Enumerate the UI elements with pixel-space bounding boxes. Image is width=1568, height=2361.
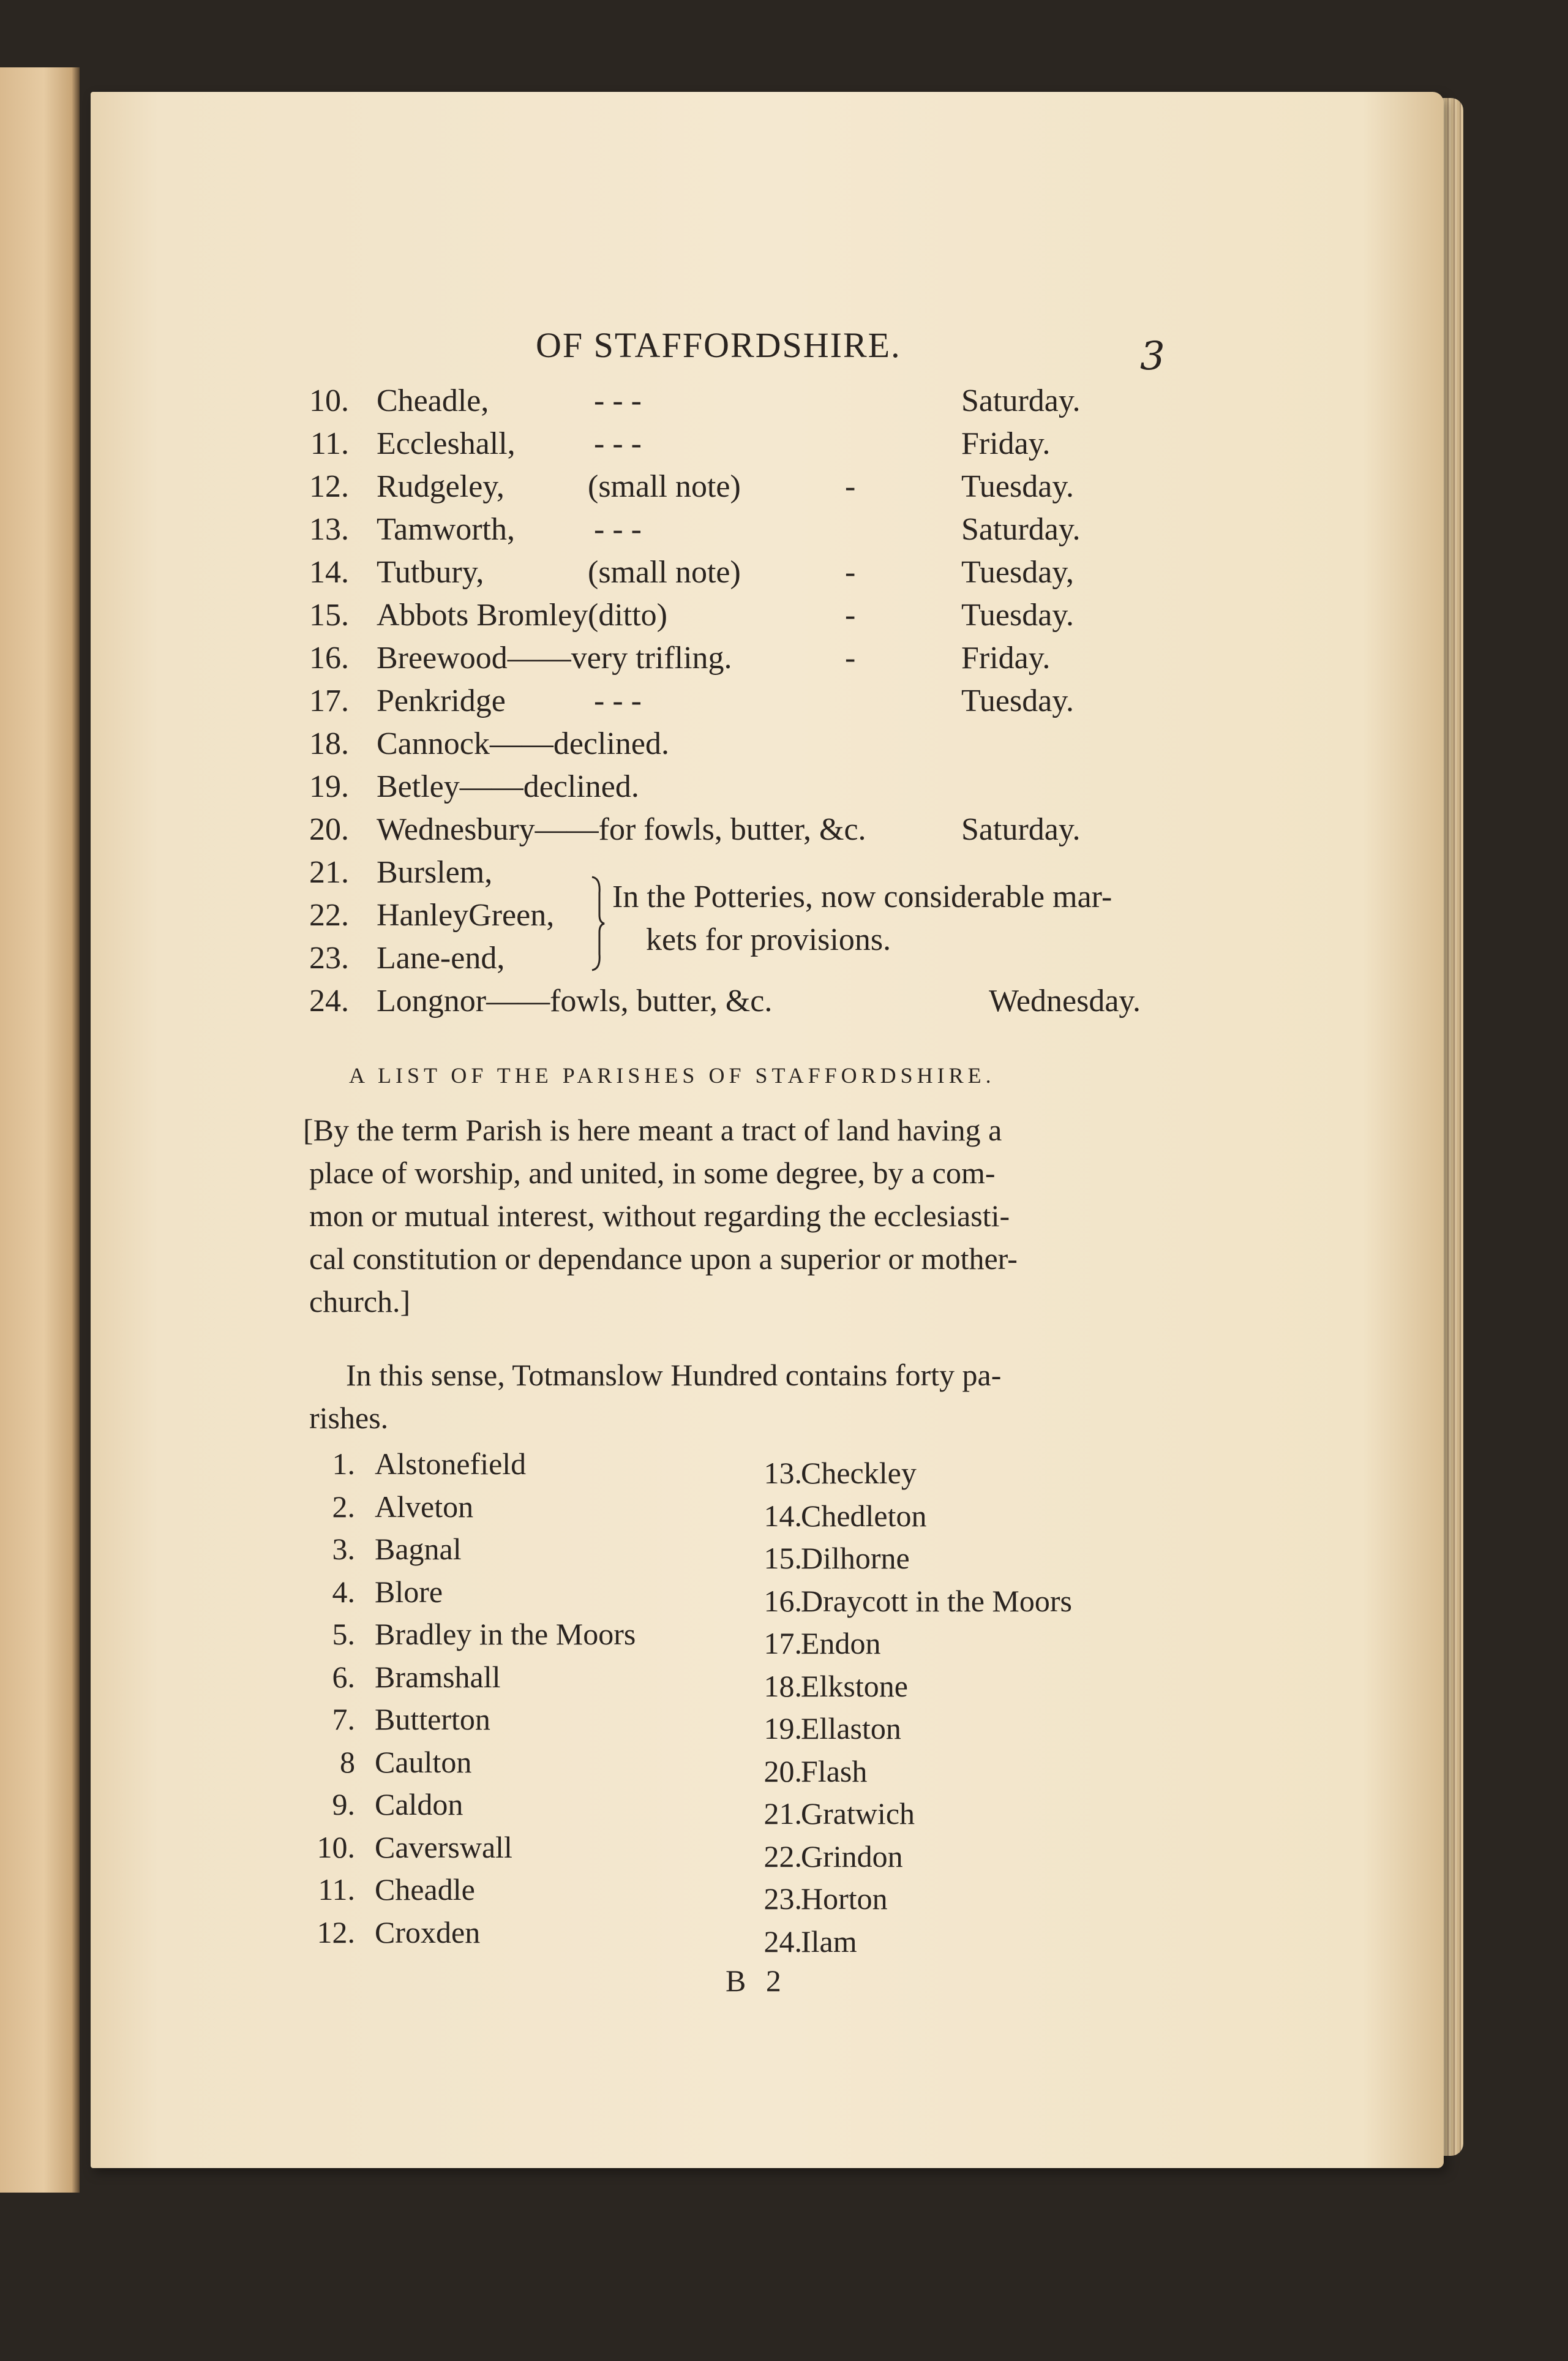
parish-number: 4. — [332, 1574, 355, 1609]
market-number: 23. — [309, 941, 349, 976]
market-town: Penkridge — [377, 683, 506, 718]
market-note: (ditto) — [588, 598, 667, 633]
market-leader-dashes: - — [845, 555, 856, 590]
market-row — [300, 380, 1169, 423]
parish-number: 2. — [332, 1489, 355, 1524]
definition-line: cal constitution or dependance upon a superior or mother- — [309, 1241, 1018, 1276]
parish-item — [0, 1835, 1568, 1878]
definition-line: place of worship, and united, in some degree, by a com- — [309, 1156, 996, 1190]
market-row — [300, 680, 1169, 723]
market-number: 17. — [309, 683, 349, 718]
market-leader-dashes: - - - — [594, 426, 642, 461]
parish-name: Grindon — [801, 1839, 903, 1873]
parish-number: 3. — [332, 1532, 355, 1566]
parish-name: Croxden — [375, 1915, 481, 1949]
market-leader-dashes: - — [845, 598, 856, 633]
market-row — [300, 508, 1169, 551]
parish-number: 21. — [763, 1796, 802, 1831]
market-town: Tutbury, — [377, 555, 484, 590]
parish-item — [0, 1792, 1568, 1835]
market-day: Friday. — [961, 641, 1051, 676]
market-row — [300, 980, 1169, 1023]
section-heading: A LIST OF THE PARISHES OF STAFFORDSHIRE. — [349, 1063, 996, 1088]
parish-item — [0, 1580, 1568, 1622]
market-town: Eccleshall, — [377, 426, 516, 461]
parish-number: 9. — [332, 1787, 355, 1821]
market-leader-dashes: - - - — [594, 683, 642, 718]
market-town: Breewood——very trifling. — [377, 641, 732, 676]
parish-number: 23. — [763, 1881, 802, 1916]
parish-name: Elkstone — [801, 1668, 908, 1703]
market-row — [300, 723, 1169, 766]
potteries-note-line-1: In the Potteries, now considerable mar- — [612, 879, 1112, 914]
parish-number: 11. — [318, 1872, 355, 1907]
parish-number: 6. — [332, 1659, 355, 1694]
parish-name: Checkley — [801, 1456, 917, 1490]
page-number: 3 — [1140, 334, 1165, 379]
signature-mark: B 2 — [726, 1964, 787, 1998]
parish-number: 19. — [763, 1711, 802, 1745]
market-number: 10. — [309, 383, 349, 418]
market-row — [300, 766, 1169, 808]
parish-name: Bradley in the Moors — [375, 1617, 636, 1651]
parish-item — [0, 1622, 1568, 1665]
parish-number: 10. — [317, 1829, 355, 1864]
market-town: Cheadle, — [377, 383, 489, 418]
parish-name: Caldon — [375, 1787, 463, 1821]
parish-name: Alstonefield — [375, 1447, 527, 1481]
parish-name: Blore — [375, 1574, 443, 1609]
market-note: (small note) — [588, 469, 741, 504]
parish-name: Caverswall — [375, 1829, 512, 1864]
potteries-note-line-2: kets for provisions. — [646, 922, 891, 957]
parish-number: 7. — [332, 1702, 355, 1736]
parish-name: Chedleton — [801, 1498, 927, 1533]
parish-item — [0, 1537, 1568, 1580]
parish-name: Ellaston — [801, 1711, 901, 1745]
market-day: Tuesday. — [961, 683, 1074, 718]
market-number: 12. — [309, 469, 349, 504]
market-number: 18. — [309, 726, 349, 761]
market-day: Saturday. — [961, 512, 1081, 547]
parish-name: Bramshall — [375, 1659, 501, 1694]
market-town: Tamworth, — [377, 512, 515, 547]
definition-line: mon or mutual interest, without regarding the ecclesiasti- — [309, 1199, 1010, 1233]
market-row — [300, 551, 1169, 594]
market-leader-dashes: - - - — [594, 383, 642, 418]
market-leader-dashes: - — [845, 469, 856, 504]
market-leader-dashes: - — [845, 641, 856, 676]
brace-icon — [591, 875, 606, 973]
intro-line: In this sense, Totmanslow Hundred contains forty pa- — [346, 1358, 1002, 1392]
market-note: (small note) — [588, 555, 741, 590]
market-number: 11. — [310, 426, 349, 461]
market-day: Tuesday. — [961, 598, 1074, 633]
parish-name: Cheadle — [375, 1872, 475, 1907]
market-row — [300, 637, 1169, 680]
market-row — [300, 594, 1169, 637]
parish-number: 17. — [763, 1626, 802, 1660]
market-town: HanleyGreen, — [377, 898, 555, 933]
running-title: OF STAFFORDSHIRE. — [536, 325, 901, 365]
intro-line: rishes. — [309, 1401, 389, 1435]
market-number: 19. — [309, 769, 349, 804]
parish-name: Gratwich — [801, 1796, 915, 1831]
parish-name: Ilam — [801, 1924, 857, 1959]
parish-item — [0, 1920, 1568, 1963]
parish-number: 18. — [763, 1668, 802, 1703]
definition-line: [By the term Parish is here meant a tract of land having a — [303, 1113, 1002, 1147]
market-row — [300, 423, 1169, 465]
market-town: Lane-end, — [377, 941, 505, 976]
market-town: Wednesbury——for fowls, butter, &c. — [377, 812, 866, 847]
market-number: 16. — [309, 641, 349, 676]
market-day: Saturday. — [961, 383, 1081, 418]
market-town: Burslem, — [377, 855, 493, 890]
parish-name: Butterton — [375, 1702, 490, 1736]
parish-number: 5. — [332, 1617, 355, 1651]
definition-line: church.] — [309, 1284, 411, 1319]
parish-number: 12. — [317, 1915, 355, 1949]
market-number: 20. — [309, 812, 349, 847]
market-town: Betley——declined. — [377, 769, 639, 804]
parish-number: 13. — [763, 1456, 802, 1490]
parish-name: Caulton — [375, 1744, 472, 1779]
market-number: 24. — [309, 984, 349, 1019]
market-day: Friday. — [961, 426, 1051, 461]
market-day: Saturday. — [961, 812, 1081, 847]
market-number: 13. — [309, 512, 349, 547]
market-row — [300, 808, 1169, 851]
parish-item — [0, 1452, 1568, 1494]
parish-name: Bagnal — [375, 1532, 462, 1566]
market-town: Rudgeley, — [377, 469, 505, 504]
parish-number: 15. — [763, 1541, 802, 1575]
parish-number: 20. — [763, 1753, 802, 1788]
market-number: 22. — [309, 898, 349, 933]
market-town: Cannock——declined. — [377, 726, 669, 761]
market-town: Abbots Bromley — [377, 598, 588, 633]
parish-name: Horton — [801, 1881, 888, 1916]
market-number: 14. — [309, 555, 349, 590]
market-number: 21. — [309, 855, 349, 890]
parish-number: 14. — [763, 1498, 802, 1533]
market-town: Longnor——fowls, butter, &c. — [377, 984, 773, 1019]
parish-item — [0, 1877, 1568, 1920]
market-leader-dashes: - - - — [594, 512, 642, 547]
parish-item — [0, 1494, 1568, 1537]
parish-name: Alveton — [375, 1489, 474, 1524]
parish-item — [0, 1750, 1568, 1793]
parish-number: 8 — [340, 1744, 355, 1779]
market-number: 15. — [309, 598, 349, 633]
parish-name: Endon — [801, 1626, 881, 1660]
market-day: Tuesday. — [961, 469, 1074, 504]
parish-number: 22. — [763, 1839, 802, 1873]
parish-number: 1. — [332, 1447, 355, 1481]
parish-name: Draycott in the Moors — [801, 1583, 1072, 1618]
market-day: Tuesday, — [961, 555, 1074, 590]
parish-name: Dilhorne — [801, 1541, 910, 1575]
parish-name: Flash — [801, 1753, 868, 1788]
market-row — [300, 465, 1169, 508]
market-day: Wednesday. — [989, 984, 1141, 1019]
parish-number: 24. — [763, 1924, 802, 1959]
parish-item — [0, 1707, 1568, 1750]
parish-item — [0, 1665, 1568, 1708]
parish-number: 16. — [763, 1583, 802, 1618]
